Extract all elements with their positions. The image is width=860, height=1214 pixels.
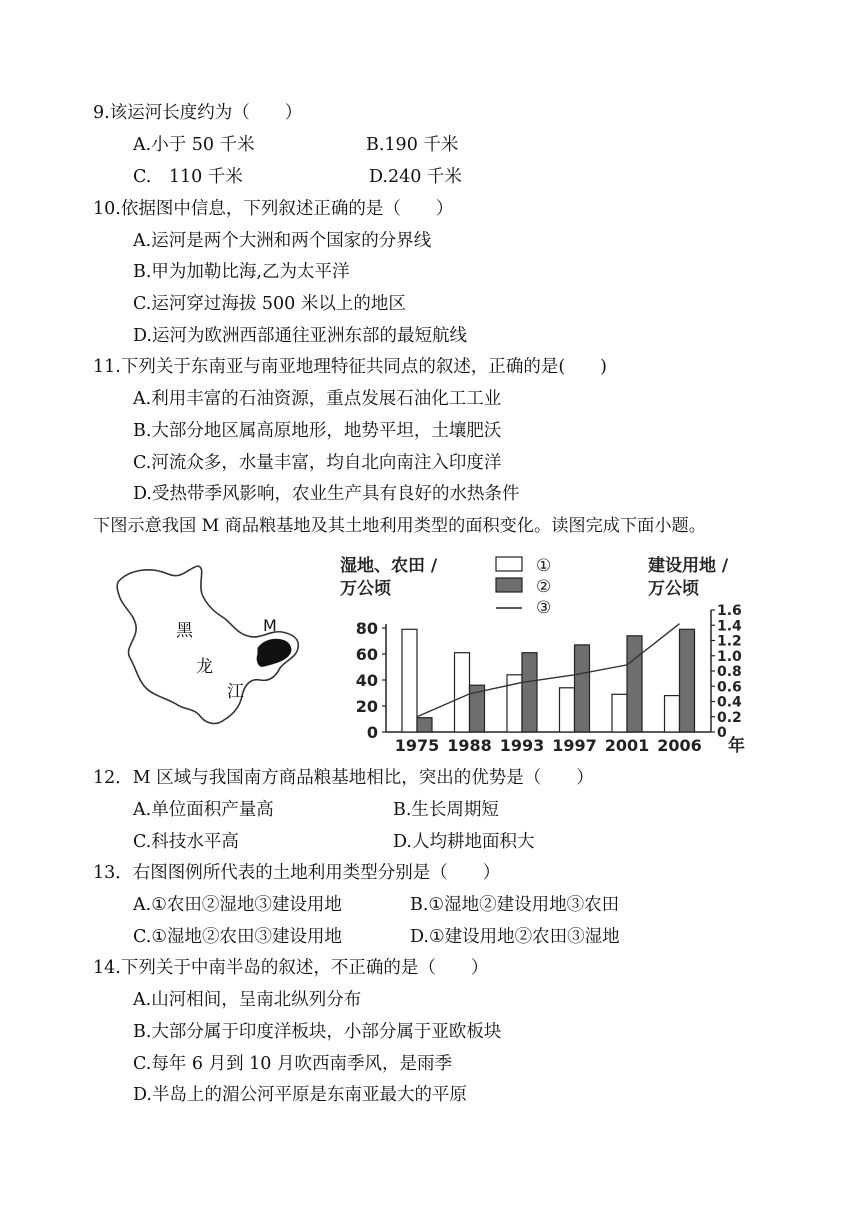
x-tick-label: 1988 [447, 736, 492, 755]
right-tick-label: 1.4 [717, 618, 742, 635]
option-10a: A.运河是两个大洲和两个国家的分界线 [133, 231, 432, 251]
question-11-stem: 11.下列关于东南亚与南亚地理特征共同点的叙述，正确的是( ) [93, 357, 607, 377]
question-12-stem: 12．M 区域与我国南方商品粮基地相比，突出的优势是（ ） [93, 768, 594, 788]
map-label-long: 龙 [196, 657, 213, 677]
option-9c: C. 110 千米 [133, 167, 243, 187]
bar-series-2 [575, 645, 590, 732]
bar-series-2 [522, 653, 537, 732]
option-11b: B.大部分地区属高原地形，地势平坦，土壤肥沃 [133, 421, 502, 441]
right-tick-label: 0.6 [717, 679, 742, 696]
bar-series-2 [417, 718, 432, 732]
land-use-chart [336, 548, 756, 758]
option-13b: B.①湿地②建设用地③农田 [410, 895, 620, 915]
legend-label-3: ③ [536, 598, 552, 618]
question-13-stem: 13．右图图例所代表的土地利用类型分别是（ ） [93, 863, 501, 883]
right-tick-label: 0.4 [717, 694, 742, 711]
option-13d: D.①建设用地②农田③湿地 [410, 927, 620, 947]
legend-label-1: ① [536, 556, 552, 576]
right-tick-label: 0 [717, 725, 727, 741]
x-tick-label: 1975 [394, 736, 440, 755]
left-tick-label: 20 [355, 697, 378, 716]
option-9d: D.240 千米 [369, 167, 462, 187]
option-14d: D.半岛上的湄公河平原是东南亚最大的平原 [133, 1085, 467, 1105]
question-14-stem: 14.下列关于中南半岛的叙述，不正确的是（ ） [93, 958, 489, 978]
left-axis-label-line2: 万公顷 [340, 579, 391, 599]
legend-swatch-1 [496, 557, 522, 571]
option-9b: B.190 千米 [366, 135, 459, 155]
bar-series-1 [612, 694, 627, 732]
legend-swatch-2 [496, 578, 522, 592]
option-14b: B.大部分属于印度洋板块，小部分属于亚欧板块 [133, 1022, 502, 1042]
option-13a: A.①农田②湿地③建设用地 [133, 895, 342, 915]
question-9-stem: 9.该运河长度约为（ ） [93, 103, 303, 123]
right-tick-label: 0.2 [717, 709, 742, 726]
option-10c: C.运河穿过海拔 500 米以上的地区 [133, 294, 406, 314]
x-tick-label: 1997 [552, 736, 597, 755]
right-axis-label-line2: 万公顷 [648, 579, 699, 599]
option-13c: C.①湿地②农田③建设用地 [133, 927, 343, 947]
bar-series-1 [455, 653, 470, 732]
right-tick-label: 1.6 [717, 603, 742, 619]
right-tick-label: 1.0 [717, 648, 742, 665]
right-axis-label-line1: 建设用地 / [648, 556, 729, 576]
left-axis-label-line1: 湿地、农田 / [340, 556, 438, 576]
right-tick-label: 0.8 [717, 664, 742, 680]
option-9a: A.小于 50 千米 [133, 135, 255, 155]
left-tick-label: 80 [355, 619, 378, 638]
bar-series-1 [402, 629, 417, 732]
option-11a: A.利用丰富的石油资源，重点发展石油化工工业 [133, 389, 502, 409]
option-14c: C.每年 6 月到 10 月吹西南季风，是雨季 [133, 1054, 452, 1074]
bar-series-1 [560, 688, 575, 732]
question-10-stem: 10.依据图中信息，下列叙述正确的是（ ） [93, 199, 454, 219]
option-11d: D.受热带季风影响，农业生产具有良好的水热条件 [133, 484, 520, 504]
x-tick-label: 2001 [604, 736, 650, 755]
map-label-m: M [263, 616, 277, 635]
option-10d: D.运河为欧洲西部通往亚洲东部的最短航线 [133, 326, 467, 346]
option-11c: C.河流众多，水量丰富，均自北向南注入印度洋 [133, 453, 502, 473]
legend-label-2: ② [536, 577, 552, 597]
figure-intro-text: 下图示意我国 M 商品粮基地及其土地利用类型的面积变化。读图完成下面小题。 [93, 516, 706, 536]
heilongjiang-map [110, 560, 320, 730]
left-tick-label: 40 [355, 671, 378, 690]
left-tick-label: 0 [366, 723, 378, 742]
map-label-jiang: 江 [227, 682, 244, 702]
bar-series-2 [680, 629, 695, 732]
option-14a: A.山河相间，呈南北纵列分布 [133, 990, 362, 1010]
x-tick-label: 2006 [657, 736, 702, 755]
option-12b: B.生长周期短 [393, 800, 499, 820]
option-12d: D.人均耕地面积大 [393, 832, 535, 852]
x-tick-label: 1993 [499, 736, 545, 755]
option-12a: A.单位面积产量高 [133, 800, 274, 820]
left-tick-label: 60 [355, 645, 378, 664]
x-axis-unit: 年 [728, 736, 745, 756]
bar-series-1 [665, 696, 680, 732]
option-12c: C.科技水平高 [133, 832, 239, 852]
right-tick-label: 1.2 [717, 633, 742, 650]
bar-series-2 [627, 636, 642, 732]
option-10b: B.甲为加勒比海,乙为太平洋 [133, 262, 350, 282]
map-label-hei: 黑 [176, 621, 193, 641]
